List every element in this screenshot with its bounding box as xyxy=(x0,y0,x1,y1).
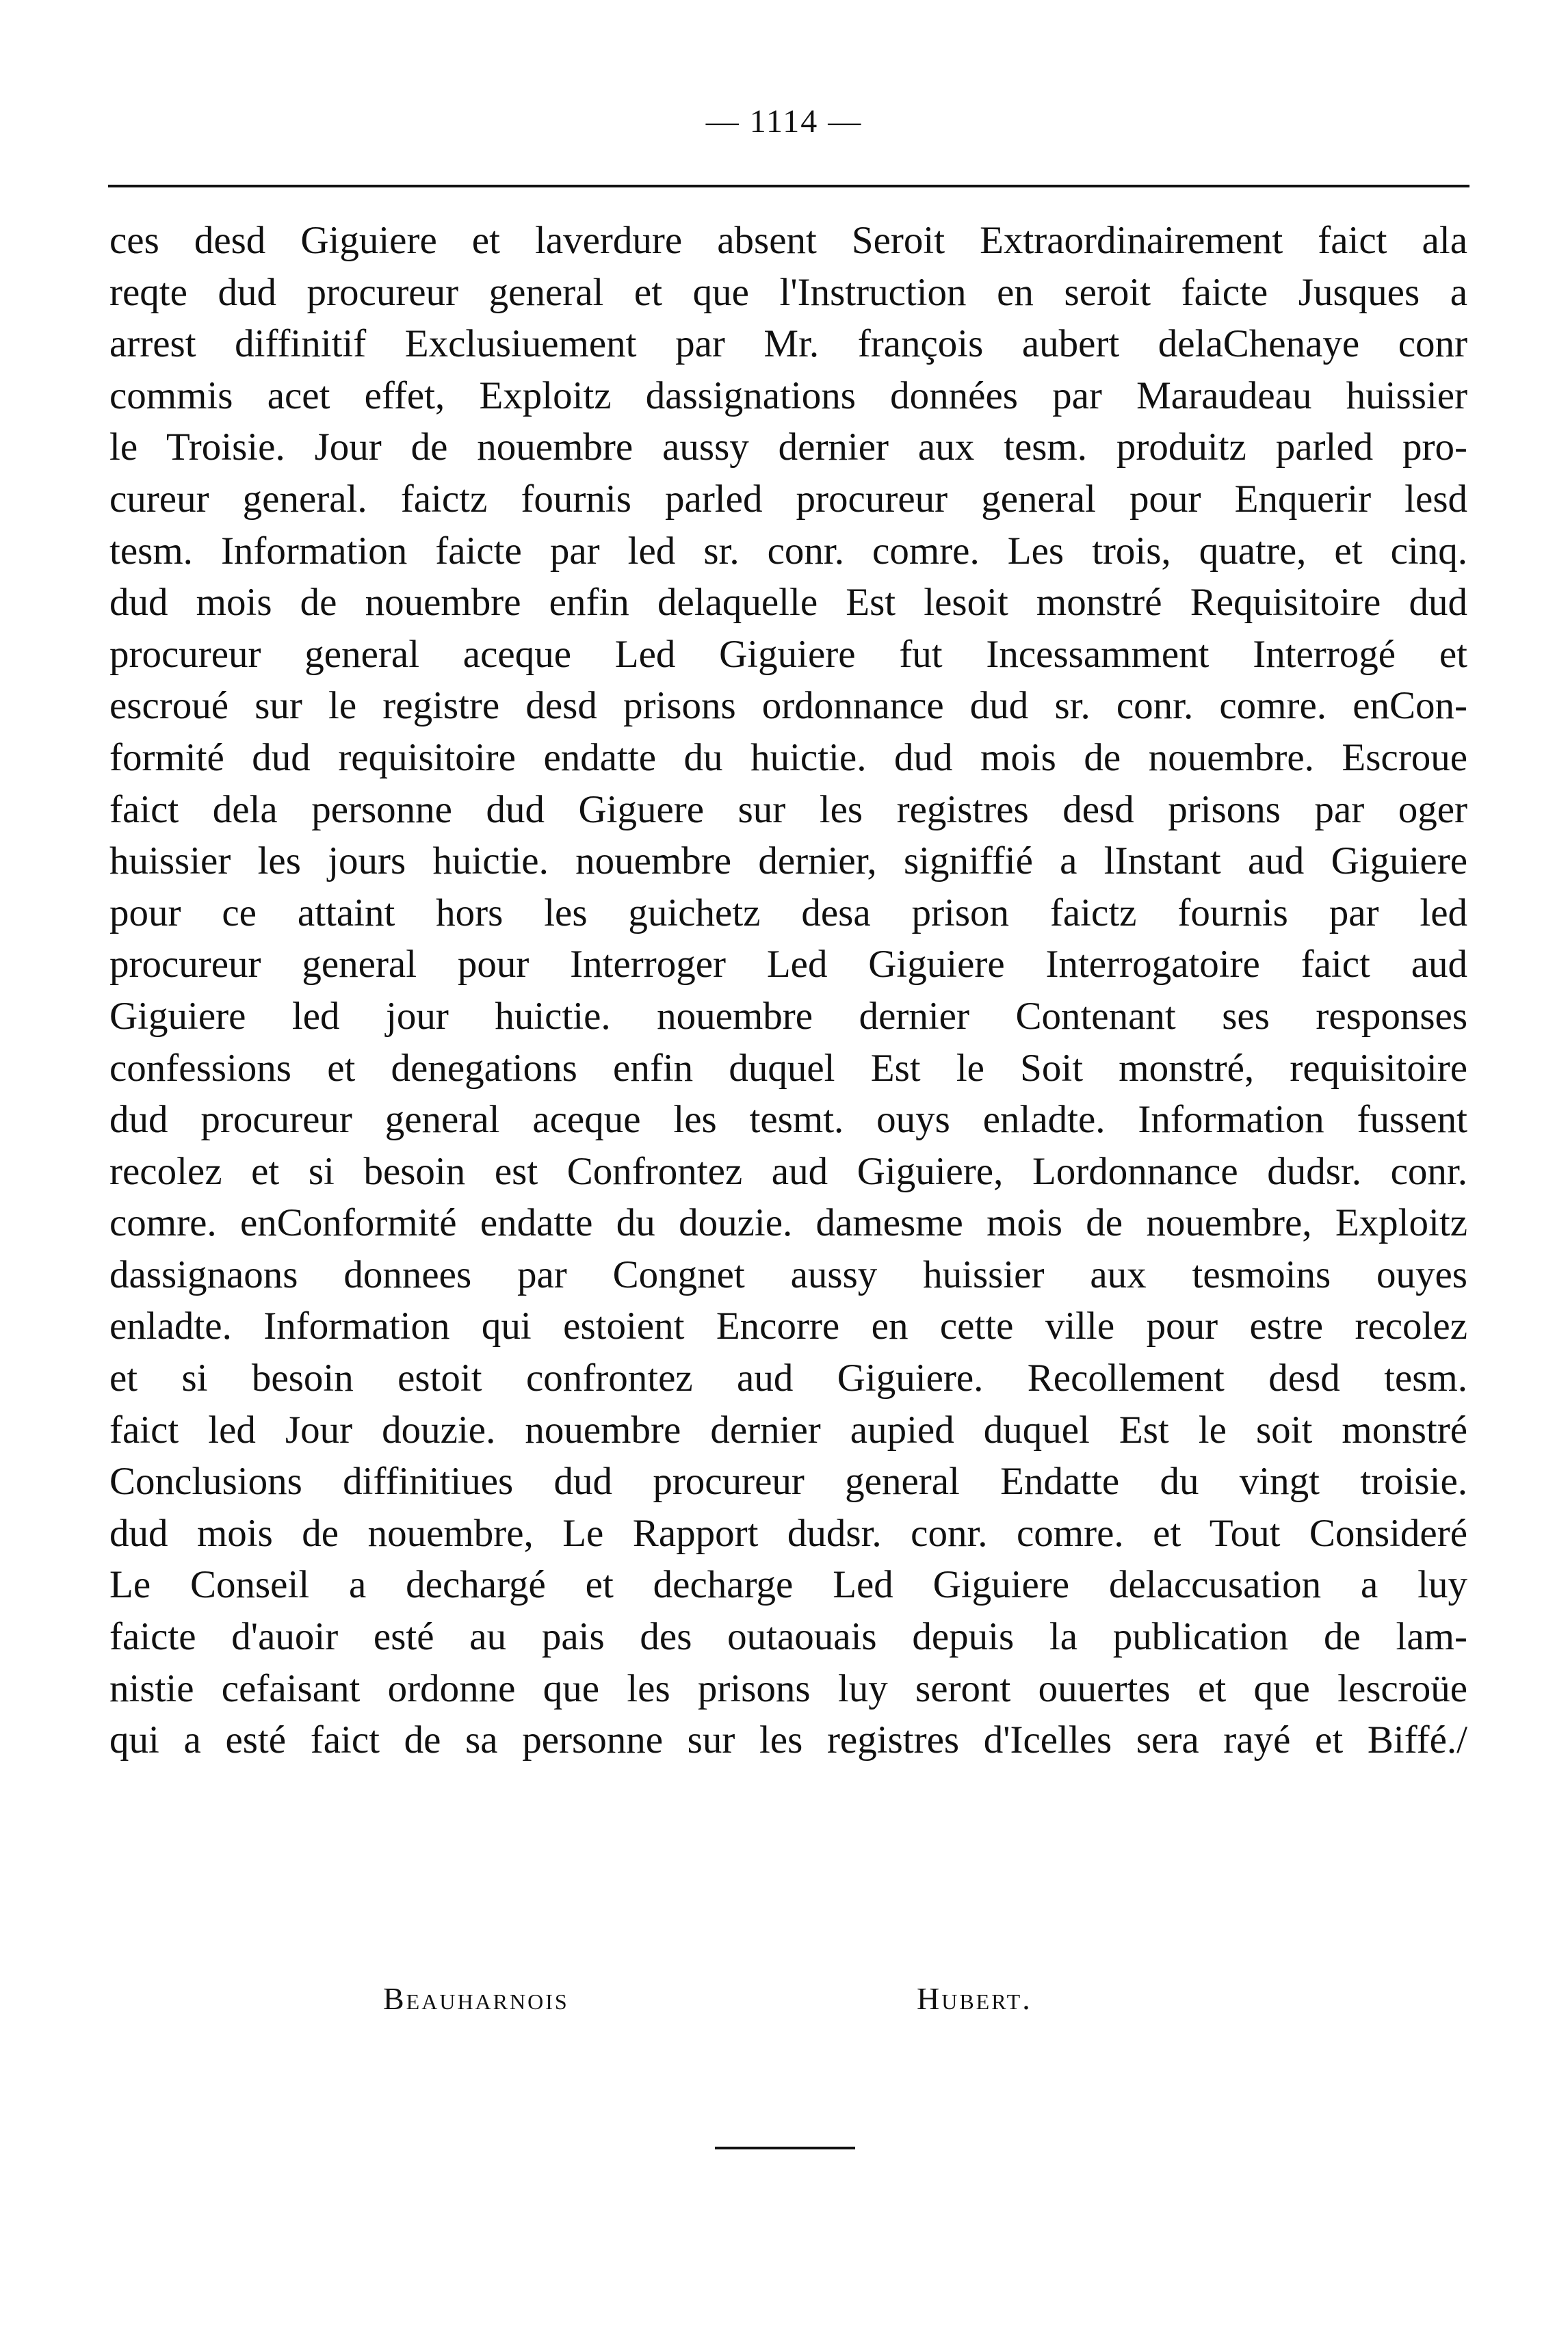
text-line: cureur general. faictz fournis parled procureur general pour Enquerir lesd xyxy=(109,477,1467,521)
text-line: faict dela personne dud Giguere sur les registres desd prisons par oger xyxy=(109,787,1467,831)
text-line: huissier les jours huictie. nouembre dernier, signiffié a lInstant aud Giguiere xyxy=(109,839,1467,883)
page-number: — 1114 — xyxy=(705,103,863,140)
text-line: le Troisie. Jour de nouembre aussy dernier aux tesm. produitz parled pro- xyxy=(109,426,1467,469)
text-line: dud mois de nouembre, Le Rapport dudsr. conr. comre. et Tout Consideré xyxy=(109,1511,1467,1555)
text-line: dud mois de nouembre enfin delaquelle Est lesoit monstré Requisitoire dud xyxy=(109,581,1467,625)
text-line: escroué sur le registre desd prisons ordonnance dud sr. conr. comre. enCon- xyxy=(109,684,1467,728)
signature-left: Beauharnois xyxy=(383,1981,569,2016)
end-rule xyxy=(715,2147,855,2149)
text-line: commis acet effet, Exploitz dassignations données par Maraudeau huissier xyxy=(109,374,1467,417)
text-line: Le Conseil a dechargé et decharge Led Giguiere delaccusation a luy xyxy=(109,1563,1467,1607)
text-line: Conclusions diffinitiues dud procureur general Endatte du vingt troisie. xyxy=(109,1460,1467,1504)
text-line: procureur general pour Interroger Led Giguiere Interrogatoire faict aud xyxy=(109,943,1467,986)
text-line: enladte. Information qui estoient Encorre en cette ville pour estre recolez xyxy=(109,1305,1467,1348)
text-line: comre. enConformité endatte du douzie. damesme mois de nouembre, Exploitz xyxy=(109,1201,1467,1245)
header-rule xyxy=(108,185,1469,187)
text-line: et si besoin estoit confrontez aud Giguiere. Recollement desd tesm. xyxy=(109,1357,1467,1400)
text-line: ces desd Giguiere et laverdure absent Seroit Extraordinairement faict ala xyxy=(109,219,1467,262)
text-line: dassignaons donnees par Congnet aussy huissier aux tesmoins ouyes xyxy=(109,1253,1467,1296)
text-line: Giguiere led jour huictie. nouembre dernier Contenant ses responses xyxy=(109,994,1467,1038)
text-line: recolez et si besoin est Confrontez aud Giguiere, Lordonnance dudsr. conr. xyxy=(109,1149,1467,1193)
text-line: qui a esté faict de sa personne sur les registres d'Icelles sera rayé et Biffé./ xyxy=(109,1718,1467,1762)
text-line: faict led Jour douzie. nouembre dernier aupied duquel Est le soit monstré xyxy=(109,1408,1467,1452)
text-line: reqte dud procureur general et que l'Instruction en seroit faicte Jusques a xyxy=(109,270,1467,314)
text-line: formité dud requisitoire endatte du huictie. dud mois de nouembre. Escroue xyxy=(109,735,1467,779)
text-line: dud procureur general aceque les tesmt. ouys enladte. Information fussent xyxy=(109,1098,1467,1142)
text-line: arrest diffinitif Exclusiuement par Mr. françois aubert delaChenaye conr xyxy=(109,322,1467,366)
text-line: faicte d'auoir esté au pais des outaouais depuis la publication de lam- xyxy=(109,1615,1467,1659)
text-line: confessions et denegations enfin duquel Est le Soit monstré, requisitoire xyxy=(109,1046,1467,1090)
text-line: tesm. Information faicte par led sr. conr. comre. Les trois, quatre, et cinq. xyxy=(109,529,1467,573)
signature-right: Hubert. xyxy=(917,1981,1032,2016)
text-line: procureur general aceque Led Giguiere fut Incessamment Interrogé et xyxy=(109,632,1467,676)
text-line: pour ce attaint hors les guichetz desa prison faictz fournis par led xyxy=(109,891,1467,934)
signatures xyxy=(0,1980,1568,2028)
text-line: nistie cefaisant ordonne que les prisons luy seront ouuertes et que lescroüe xyxy=(109,1666,1467,1710)
document-body xyxy=(109,215,1467,1766)
